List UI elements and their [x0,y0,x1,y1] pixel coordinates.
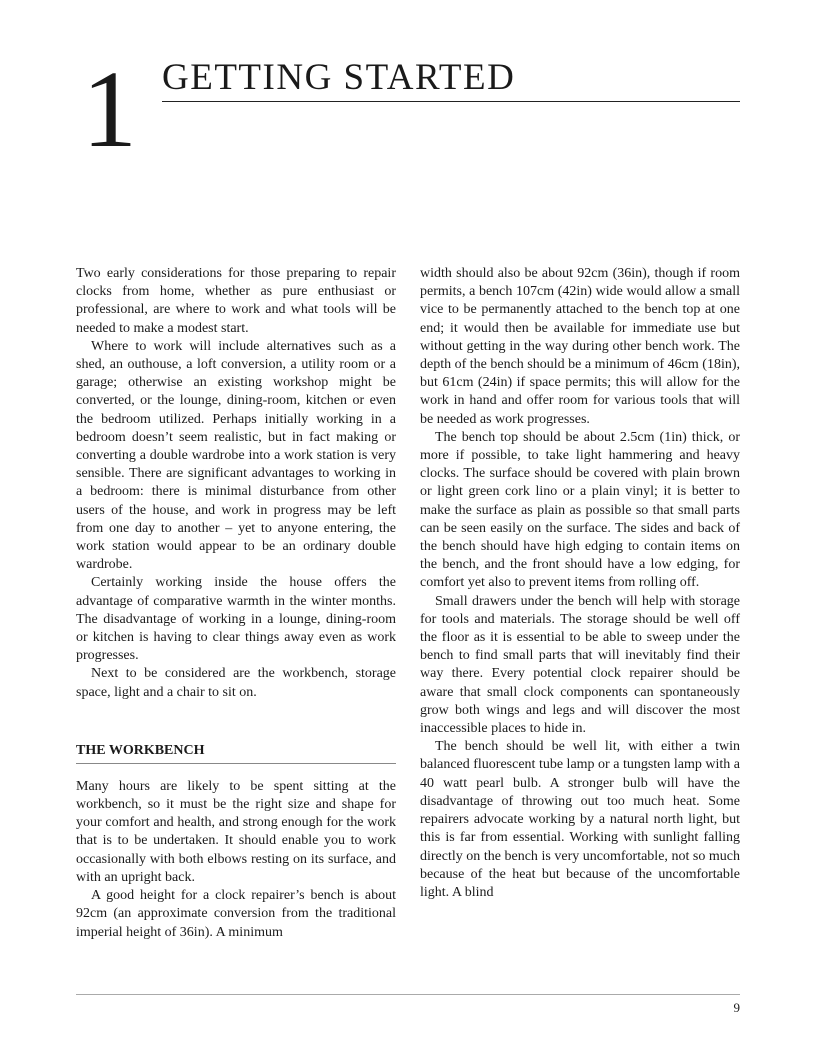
footer-rule [76,994,740,995]
paragraph: width should also be about 92cm (36in), though if room permits, a bench 107cm (42in) wide would allow a small vice to be permanently attached to the bench top at one end; it would then be available for immediate use but without getting in the way during other bench work. The depth of the bench should be a minimum of 46cm (18in), but 61cm (24in) if space permits; this will allow for the work in hand and offer room for various tools that will be needed as work progresses. [420,266,740,427]
section-heading: THE WORKBENCH [76,742,396,764]
paragraph: Certainly working inside the house offers the advantage of comparative warmth in the winter months. The disadvantage of working in a lounge, dining-room or kitchen is having to clear things away even as work progresses. [76,575,396,664]
paragraph: The bench top should be about 2.5cm (1in) thick, or more if possible, to take light hammering and heavy clocks. The surface should be covered with plain brown or light green cork lino or a plain vinyl; it is better to make the surface as plain as possible so that small parts can be seen easily on the surface. The sides and back of the bench should have high edging to contain items on the bench, and the front should have a low edging, for comfort yet also to prevent items from rolling off. [420,429,740,591]
paragraph: Next to be considered are the workbench, storage space, light and a chair to sit on. [76,666,396,700]
paragraph: Small drawers under the bench will help with storage for tools and materials. The storage should be well off the floor as it is essential to be able to sweep under the bench to find small parts that will inevitably find their way there. Every potential clock repairer should be aware that small clock components can spontaneously grow both wings and legs and will discover the most inaccessible places to hide in. [420,593,740,737]
title-rule [162,101,740,102]
paragraph: Where to work will include alternatives such as a shed, an outhouse, a loft conversion, a utility room or a garage; otherwise an existing workshop might be converted, or the lounge, dining-room, kitchen or even the bedroom utilized. Perhaps initially working in a bedroom doesn’t seem realistic, but in fact making or converting a double wardrobe into a work station is very sensible. There are significant advantages to working in a bedroom: there is minimal disturbance from other users of the house, and work in progress may be left from one day to another – yet to anyone entering, the work station would appear to be an ordinary double wardrobe. [76,338,396,573]
paragraph: Two early considerations for those preparing to repair clocks from home, whether as pure enthusiast or professional, are where to work and what tools will be needed to make a modest start. [76,266,396,336]
page-number: 9 [733,1000,740,1015]
chapter-title: GETTING STARTED [162,57,516,98]
paragraph: Many hours are likely to be spent sitting at the workbench, so it must be the right size and shape for your comfort and health, and strong enough for the work that is to be undertaken. It should enable you to work occasionally with both elbows resting on its surface, and with an upright back. [76,778,396,885]
paragraph: The bench should be well lit, with either a twin balanced fluorescent tube lamp or a tungsten lamp with a 40 watt pearl bulb. A stronger bulb will have the disadvantage of throwing out too much heat. Some repairers advocate working by a natural north light, but this is far from essential. Working with sunlight falling directly on the bench is very uncomfortable, not so much because of the heat but because of the uncomfortable light. A blind [420,739,740,900]
right-column [420,265,740,902]
left-column [76,265,396,942]
paragraph: A good height for a clock repairer’s bench is about 92cm (an approximate conversion from the traditional imperial height of 36in). A minimum [76,888,396,940]
chapter-number: 1 [82,48,137,170]
